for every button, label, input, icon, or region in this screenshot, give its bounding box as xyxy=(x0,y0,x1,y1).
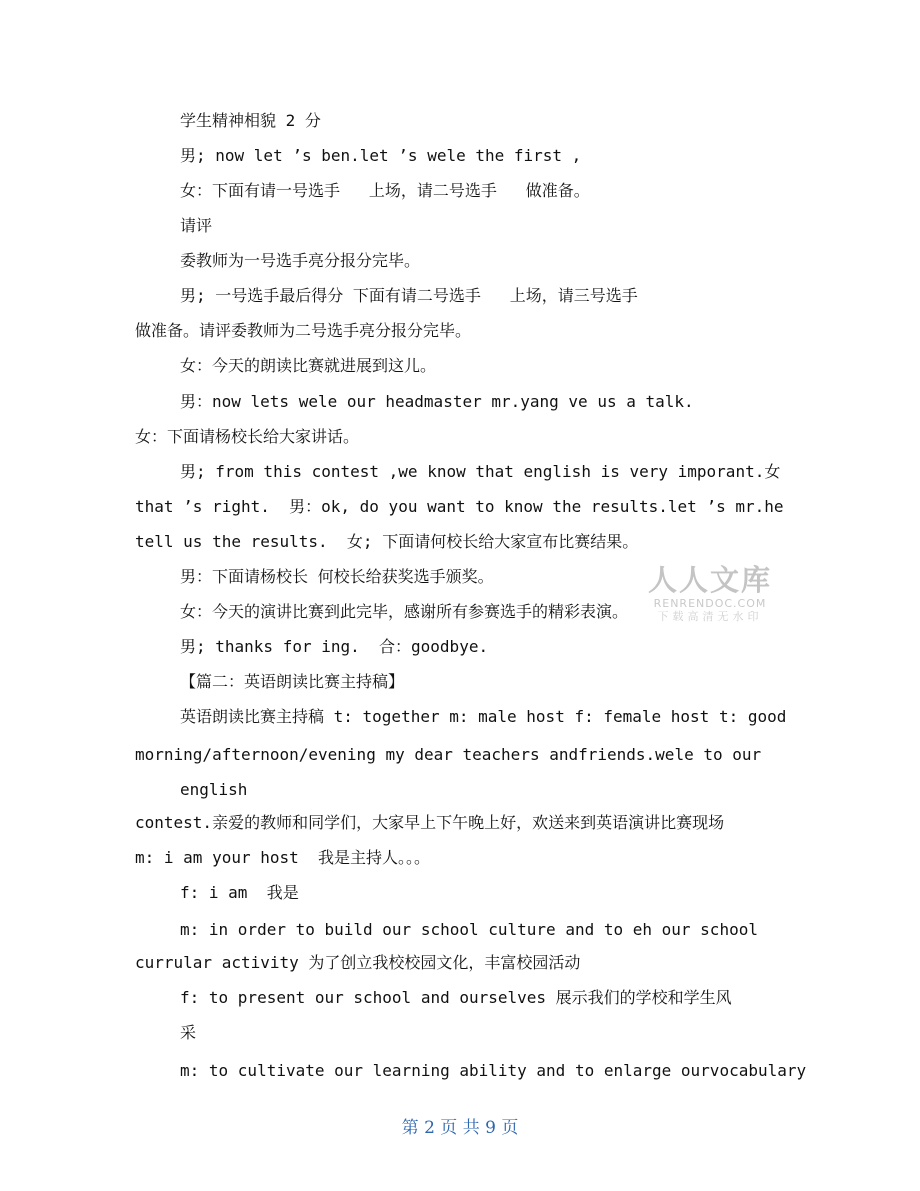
page-number: 第 2 页 共 9 页 xyxy=(401,1118,519,1138)
text-line: 女：下面有请一号选手 上场，请二号选手 做准备。 xyxy=(180,181,590,200)
text-line: 请评 xyxy=(180,216,213,235)
text-line: 男; from this contest ,we know that english is very imporant.女 xyxy=(180,462,781,481)
text-line: 英语朗读比赛主持稿 t: together m: male host f: female host t: good xyxy=(180,707,787,726)
text-line: currular activity 为了创立我校校园文化，丰富校园活动 xyxy=(135,953,581,972)
watermark-logo xyxy=(640,563,780,624)
text-line: m: to cultivate our learning ability and to enlarge ourvocabulary xyxy=(180,1061,807,1080)
text-line: tell us the results. 女; 下面请何校长给大家宣布比赛结果。 xyxy=(135,532,639,551)
text-line: 做准备。请评委教师为二号选手亮分报分完毕。 xyxy=(135,321,472,340)
text-line: morning/afternoon/evening my dear teachers andfriends.wele to our xyxy=(135,745,762,764)
section-heading: 【篇二：英语朗读比赛主持稿】 xyxy=(180,672,405,691)
text-line: 男; thanks for ing. 合：goodbye. xyxy=(180,637,489,656)
text-line: 女：下面请杨校长给大家讲话。 xyxy=(135,427,360,446)
text-line: 男; 一号选手最后得分 下面有请二号选手 上场，请三号选手 xyxy=(180,286,638,305)
text-line: that ’s right. 男：ok, do you want to know the results.let ’s mr.he xyxy=(135,497,784,516)
watermark-subtitle: 下载高清无水印 xyxy=(657,610,763,623)
text-line: 男：now lets wele our headmaster mr.yang ve us a talk. xyxy=(180,392,694,411)
text-line: contest.亲爱的教师和同学们，大家早上下午晚上好，欢送来到英语演讲比赛现场 xyxy=(135,813,725,832)
text-line: 男：下面请杨校长 何校长给获奖选手颁奖。 xyxy=(180,567,494,586)
text-line: 委教师为一号选手亮分报分完毕。 xyxy=(180,251,421,270)
text-line: 学生精神相貌 2 分 xyxy=(180,111,321,130)
text-line: 女：今天的演讲比赛到此完毕，感谢所有参赛选手的精彩表演。 xyxy=(180,602,629,621)
text-line: m: i am your host 我是主持人。。。 xyxy=(135,848,431,867)
watermark-site: RENRENDOC.COM xyxy=(653,597,767,610)
text-line: english xyxy=(180,780,248,799)
text-line: 采 xyxy=(180,1023,197,1042)
text-line: 男; now let ’s ben.let ’s wele the first , xyxy=(180,146,582,165)
watermark-title: 人人文库 xyxy=(647,563,772,597)
text-line: f: i am 我是 xyxy=(180,883,299,902)
text-line: m: in order to build our school culture and to eh our school xyxy=(180,920,758,939)
text-line: f: to present our school and ourselves 展示我们的学校和学生风 xyxy=(180,988,732,1007)
text-line: 女：今天的朗读比赛就进展到这儿。 xyxy=(180,356,437,375)
